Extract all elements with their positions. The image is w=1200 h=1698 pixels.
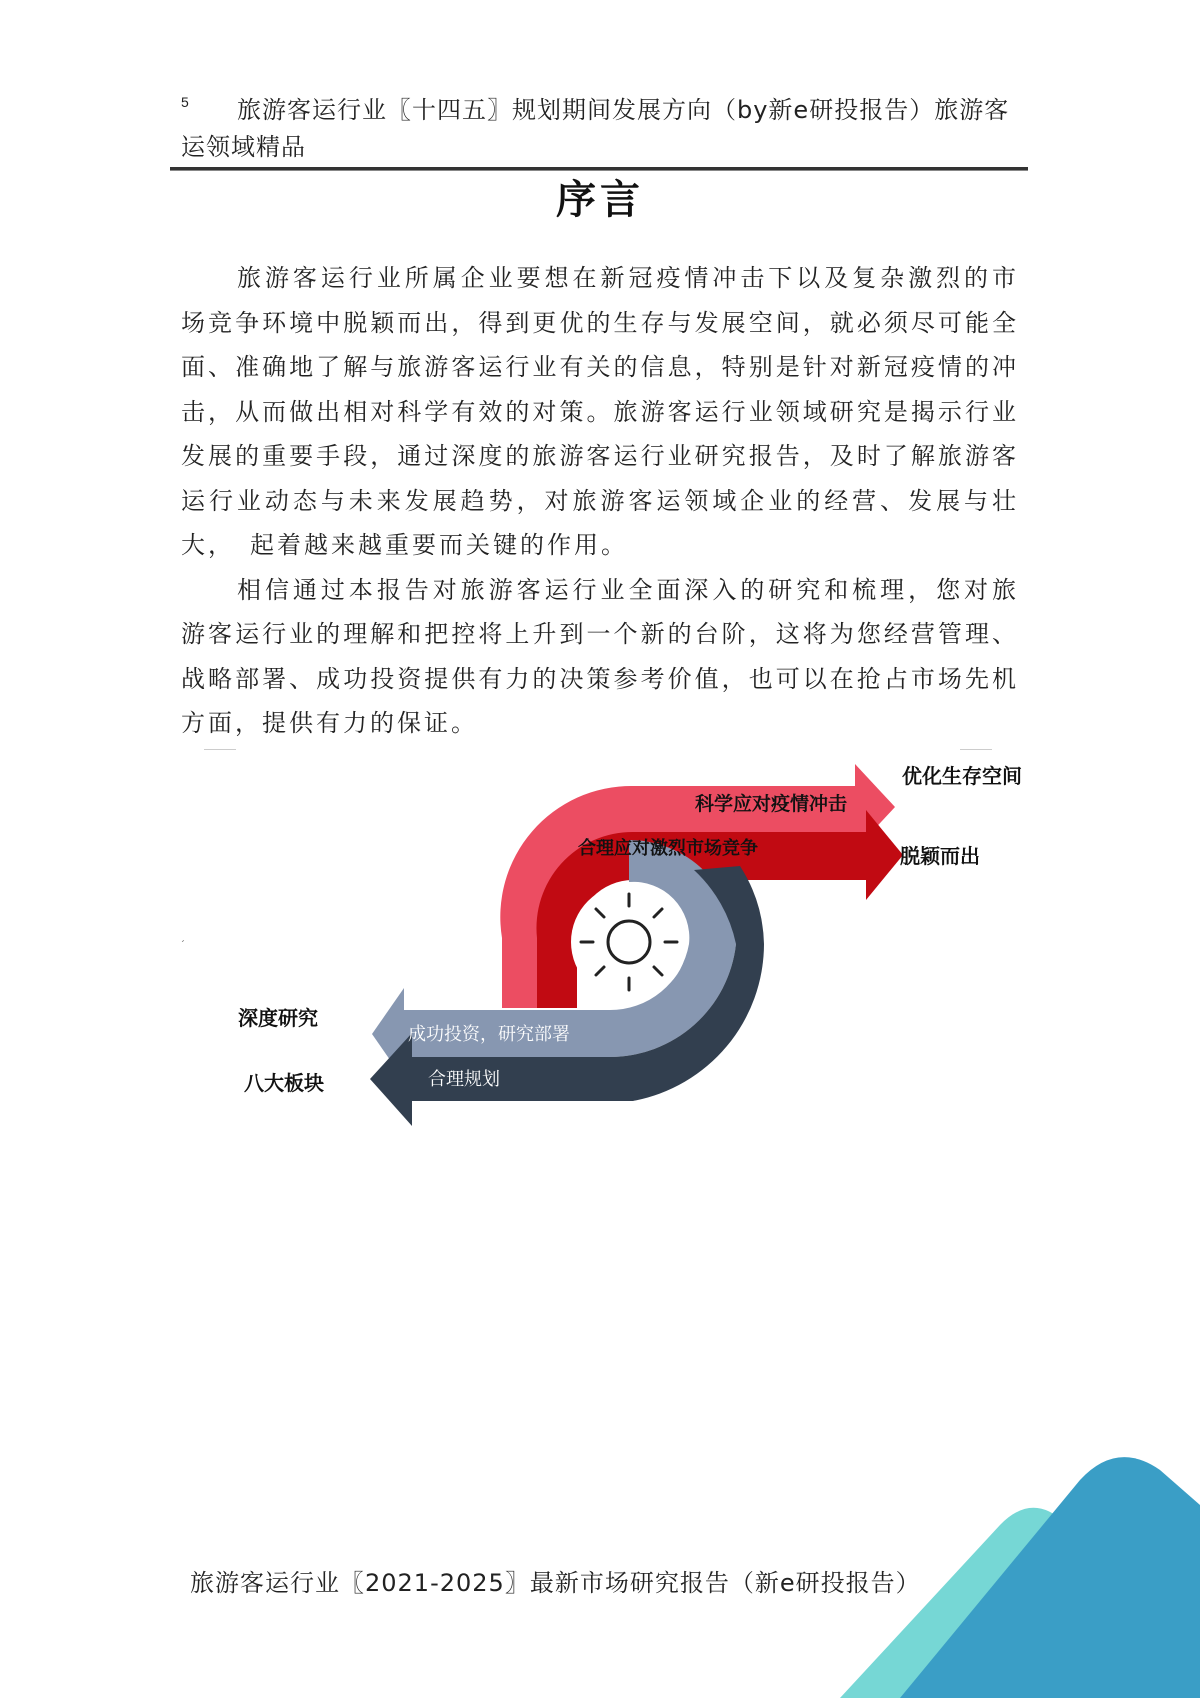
page-title: 序言: [556, 177, 644, 223]
crop-tick: ˊ: [180, 940, 185, 951]
left-label-bottom: 八大板块: [244, 1071, 324, 1095]
page-number: 5: [181, 94, 189, 110]
page-header-text: 旅游客运行业〖十四五〗规划期间发展方向（by新e研投报告）旅游客运领域精品: [181, 96, 1010, 161]
arrow-label-red: 合理应对激烈市场竞争: [578, 838, 758, 859]
paragraph-1: 旅游客运行业所属企业要想在新冠疫情冲击下以及复杂激烈的市场竞争环境中脱颖而出，得到更优的生存与发展空间，就必须尽可能全面、准确地了解与旅游客运行业有关的信息，特别是针对新冠疫情的冲击，从而做出相对科学有效的对策。旅游客运行业领域研究是揭示行业发展的重要手段，通过深度的旅游客运行业研究报告，及时了解旅游客运行业动态与未来发展趋势，对旅游客运领域企业的经营、发展与壮大， 起着越来越重要而关键的作用。: [181, 264, 1019, 559]
paragraph-2: 相信通过本报告对旅游客运行业全面深入的研究和梳理，您对旅游客运行业的理解和把控将上升到一个新的台阶，这将为您经营管理、战略部署、成功投资提供有力的决策参考价值，也可以在抢占市场先机方面，提供有力的保证。: [181, 575, 1019, 737]
arrow-label-pink: 科学应对疫情冲击: [695, 793, 848, 815]
left-label-top: 深度研究: [238, 1006, 318, 1030]
arrow-label-slate: 成功投资，研究部署: [408, 1024, 570, 1045]
corner-shape-dark: [900, 1457, 1200, 1698]
right-label-bottom: 脱颖而出: [900, 844, 980, 868]
page-footer: 旅游客运行业〖2021-2025〗最新市场研究报告（新e研投报告）: [190, 1569, 921, 1597]
right-label-top: 优化生存空间: [902, 764, 1022, 788]
arrow-label-navy: 合理规划: [428, 1069, 500, 1090]
